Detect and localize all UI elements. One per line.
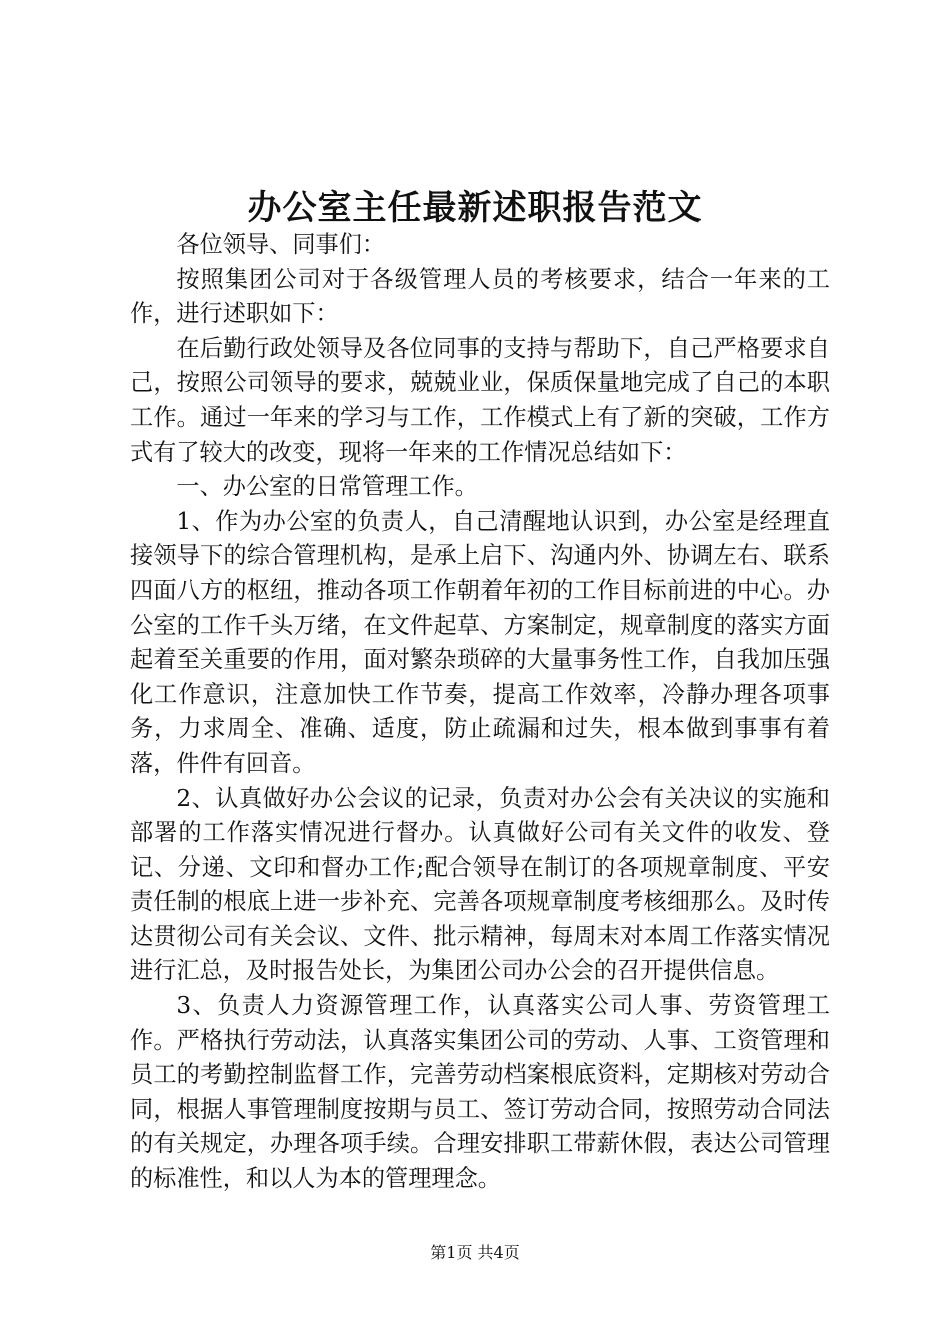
section-heading: 一、办公室的日常管理工作。 xyxy=(176,473,478,501)
document-body xyxy=(130,228,830,1197)
summary-paragraph: 在后勤行政处领导及各位同事的支持与帮助下，自己严格要求自己，按照公司领导的要求，兢兢业业，保质保量地完成了自己的本职工作。通过一年来的学习与工作，工作模式上有了新的突破，工作方式有了较大的改变，现将一年来的工作情况总结如下： xyxy=(130,334,830,466)
greeting-paragraph: 各位领导、同事们： xyxy=(176,231,386,258)
page-footer: 第1页 共4页 xyxy=(430,1243,520,1262)
document-title: 办公室主任最新述职报告范文 xyxy=(247,188,703,228)
item-1-paragraph: 1、作为办公室的负责人，自己清醒地认识到，办公室是经理直接领导下的综合管理机构，是承上启下、沟通内外、协调左右、联系四面八方的枢纽，推动各项工作朝着年初的工作目标前进的中心。办公室的工作千头万绪，在文件起草、方案制定，规章制度的落实方面起着至关重要的作用，面对繁杂琐碎的大量事务性工作，自我加压强化工作意识，注意加快工作节奏，提高工作效率，冷静办理各项事务，力求周全、准确、适度，防止疏漏和过失，根本做到事事有着落，件件有回音。 xyxy=(130,507,830,777)
intro-paragraph: 按照集团公司对于各级管理人员的考核要求，结合一年来的工作，进行述职如下： xyxy=(130,265,830,328)
item-3-paragraph: 3、负责人力资源管理工作，认真落实公司人事、劳资管理工作。严格执行劳动法，认真落实集团公司的劳动、人事、工资管理和员工的考勤控制监督工作，完善劳动档案根底资料，定期核对劳动合同，根据人事管理制度按期与员工、签订劳动合同，按照劳动合同法的有关规定，办理各项手续。合理安排职工带薪休假，表达公司管理的标准性，和以人为本的管理理念。 xyxy=(130,992,830,1193)
item-2-paragraph: 2、认真做好办公会议的记录，负责对办公会有关决议的实施和部署的工作落实情况进行督办。认真做好公司有关文件的收发、登记、分递、文印和督办工作;配合领导在制订的各项规章制度、平安责任制的根底上进一步补充、完善各项规章制度考核细那么。及时传达贯彻公司有关会议、文件、批示精神，每周末对本周工作落实情况进行汇总，及时报告处长，为集团公司办公会的召开提供信息。 xyxy=(130,784,830,985)
